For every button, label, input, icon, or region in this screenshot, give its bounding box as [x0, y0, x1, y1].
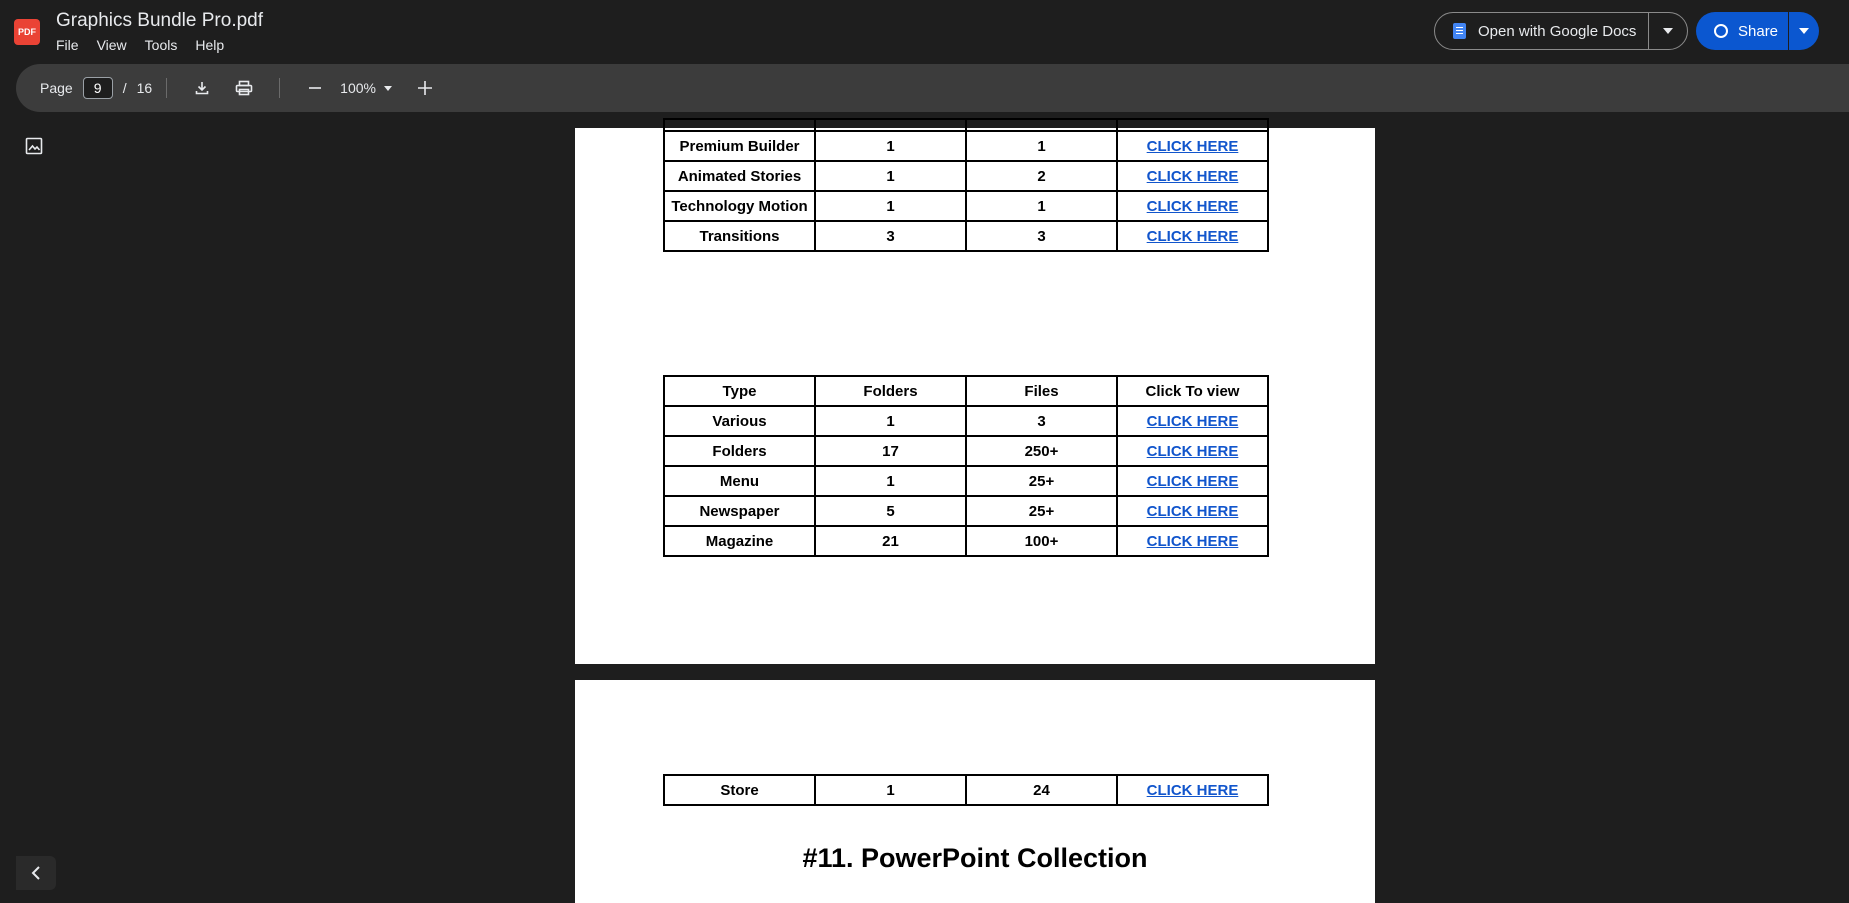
table-row [664, 119, 1268, 131]
share-button[interactable] [1696, 12, 1789, 50]
open-with-google-docs-button[interactable] [1435, 13, 1649, 49]
table-cell [966, 119, 1117, 131]
table-cell: Animated Stories [664, 161, 815, 191]
table-header-row [664, 376, 1268, 406]
data-table [663, 774, 1269, 806]
table-row [664, 775, 1268, 805]
table-row [664, 436, 1268, 466]
google-docs-icon [1453, 23, 1466, 39]
globe-icon [1714, 24, 1728, 38]
zoom-in-button[interactable] [410, 73, 440, 103]
table-cell: 5 [815, 496, 966, 526]
table-cell [1117, 119, 1268, 131]
table-cell: Magazine [664, 526, 815, 556]
table-cell: Store [664, 775, 815, 805]
table-row [664, 526, 1268, 556]
table-cell: 25+ [966, 496, 1117, 526]
table-cell: Premium Builder [664, 131, 815, 161]
table-cell: Transitions [664, 221, 815, 251]
table-cell: 21 [815, 526, 966, 556]
table-cell: 1 [815, 161, 966, 191]
table-cell: Technology Motion [664, 191, 815, 221]
zoom-dropdown-icon [384, 86, 392, 91]
toolbar-divider [166, 78, 167, 98]
download-icon [194, 80, 210, 96]
section-heading: #11. PowerPoint Collection [802, 843, 1148, 873]
table-cell: 1 [815, 406, 966, 436]
table-cell [1117, 775, 1268, 805]
table-cell [815, 119, 966, 131]
click-here-link[interactable]: CLICK HERE [1146, 442, 1239, 460]
data-table [663, 118, 1269, 252]
share-label: Share [1738, 22, 1779, 40]
table-cell: 1 [966, 191, 1117, 221]
table-cell [1117, 221, 1268, 251]
collapse-chevron-icon [31, 866, 41, 880]
table-cell: 24 [966, 775, 1117, 805]
caret-down-icon [1663, 28, 1673, 34]
page-number-input[interactable] [83, 77, 113, 99]
pdf-app-icon: PDF [14, 19, 40, 45]
table-cell: 3 [815, 221, 966, 251]
table-cell [1117, 161, 1268, 191]
open-with-label: Open with Google Docs [1478, 22, 1637, 40]
table-cell [664, 119, 815, 131]
click-here-link[interactable]: CLICK HERE [1146, 472, 1239, 490]
share-group [1696, 12, 1819, 50]
page-separator: / [122, 80, 127, 96]
thumbnails-button[interactable] [25, 137, 43, 155]
table-cell: 100+ [966, 526, 1117, 556]
table-row [664, 131, 1268, 161]
table-cell: Menu [664, 466, 815, 496]
table-cell: 1 [815, 466, 966, 496]
table-cell [1117, 436, 1268, 466]
table-cell [1117, 191, 1268, 221]
table-cell: Various [664, 406, 815, 436]
table-row [664, 221, 1268, 251]
table-cell: 3 [966, 406, 1117, 436]
click-here-link[interactable]: CLICK HERE [1146, 781, 1239, 799]
print-button[interactable] [229, 73, 259, 103]
table-row [664, 406, 1268, 436]
pdf-toolbar [16, 64, 1849, 112]
table-cell [1117, 466, 1268, 496]
table-cell: 1 [815, 191, 966, 221]
table-cell: 17 [815, 436, 966, 466]
table-cell: 1 [966, 131, 1117, 161]
open-with-dropdown-button[interactable] [1649, 13, 1687, 49]
table-cell: Newspaper [664, 496, 815, 526]
print-icon [235, 80, 253, 96]
document-title: Graphics Bundle Pro.pdf [56, 10, 264, 31]
click-here-link[interactable]: CLICK HERE [1146, 227, 1239, 245]
column-header: Type [664, 376, 815, 406]
page-label: Page [40, 80, 73, 96]
click-here-link[interactable]: CLICK HERE [1146, 167, 1239, 185]
zoom-in-icon [417, 80, 433, 96]
table-row [664, 191, 1268, 221]
menu-view[interactable]: View [96, 37, 127, 53]
caret-down-icon [1799, 28, 1809, 34]
click-here-link[interactable]: CLICK HERE [1146, 197, 1239, 215]
toolbar-divider [279, 78, 280, 98]
table-cell [1117, 526, 1268, 556]
open-with-google-docs-group [1434, 12, 1688, 50]
menu-bar [56, 37, 242, 53]
zoom-level[interactable]: 100% [340, 80, 376, 96]
page-total: 16 [136, 80, 153, 96]
zoom-dropdown-button[interactable] [378, 73, 398, 103]
pdf-page [575, 128, 1375, 664]
menu-file[interactable]: File [56, 37, 79, 53]
click-here-link[interactable]: CLICK HERE [1146, 137, 1239, 155]
table-row [664, 161, 1268, 191]
pdf-page [575, 680, 1375, 903]
table-cell: 2 [966, 161, 1117, 191]
table-cell: 1 [815, 775, 966, 805]
data-table [663, 375, 1269, 557]
thumbnail-icon [25, 137, 43, 155]
column-header: Click To view [1117, 376, 1268, 406]
column-header: Files [966, 376, 1117, 406]
share-dropdown-button[interactable] [1789, 12, 1819, 50]
menu-tools[interactable]: Tools [144, 37, 178, 53]
table-cell: Folders [664, 436, 815, 466]
menu-help[interactable]: Help [195, 37, 225, 53]
table-cell [1117, 131, 1268, 161]
table-cell: 25+ [966, 466, 1117, 496]
table-cell: 1 [815, 131, 966, 161]
table-cell [1117, 496, 1268, 526]
click-here-link[interactable]: CLICK HERE [1146, 412, 1239, 430]
column-header: Folders [815, 376, 966, 406]
zoom-out-button[interactable] [300, 73, 330, 103]
zoom-out-icon [308, 81, 322, 95]
download-button[interactable] [187, 73, 217, 103]
click-here-link[interactable]: CLICK HERE [1146, 532, 1239, 550]
click-here-link[interactable]: CLICK HERE [1146, 502, 1239, 520]
table-cell: 3 [966, 221, 1117, 251]
table-cell: 250+ [966, 436, 1117, 466]
table-row [664, 496, 1268, 526]
collapse-sidebar-button[interactable] [16, 856, 56, 890]
table-cell [1117, 406, 1268, 436]
table-row [664, 466, 1268, 496]
